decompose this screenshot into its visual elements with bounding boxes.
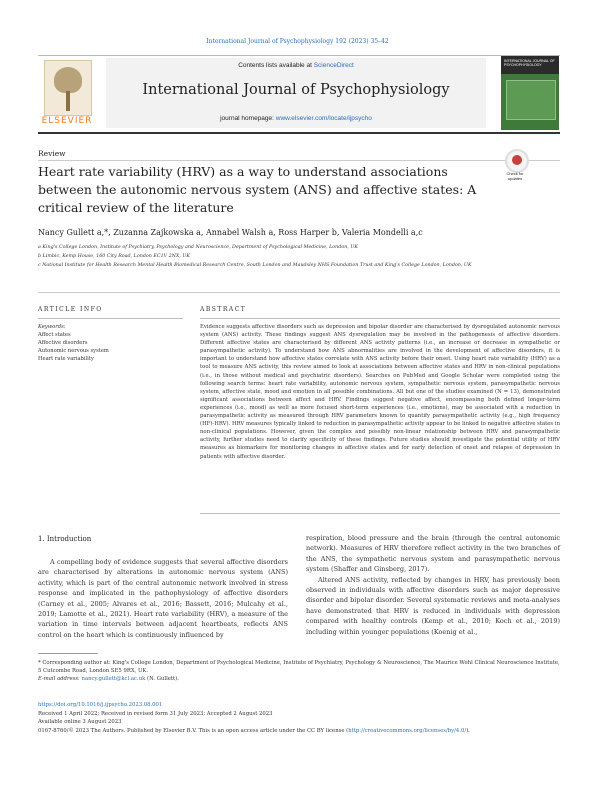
divider (200, 513, 560, 514)
article-info-header: ARTICLE INFO (38, 306, 103, 313)
update-icon (505, 149, 529, 173)
affiliation-b: b Limbic, Kemp House, 160 City Road, London EC1V 2NX, UK (38, 254, 190, 259)
corresponding-author: * Corresponding author at: King's College London, Department of Psychological Medicine, Institute of Psychiatry, Psychology & Neuroscience, The Maurice Wohl Clinical Neuroscience Institute, 5 Cutcombe Road, London SE5 9RX, UK. (38, 660, 560, 674)
divider (38, 318, 183, 319)
keywords-label: Keywords: (38, 324, 66, 330)
article-type: Review (38, 149, 66, 158)
received-dates: Received 1 April 2022; Received in revised form 31 July 2023; Accepted 2 August 2023 (38, 710, 273, 717)
homepage-prefix: journal homepage: (220, 115, 276, 122)
sciencedirect-link[interactable]: ScienceDirect (313, 62, 354, 69)
doi-link[interactable]: https://doi.org/10.1016/j.ijpsycho.2023.08.001 (38, 702, 163, 708)
license-suffix: ). (466, 727, 470, 734)
footnote (38, 659, 560, 683)
cover-image (506, 80, 556, 120)
author-list: Nancy Gullett a,*, Zuzanna Zajkowska a, Annabel Walsh a, Ross Harper b, Valeria Mondelli a,c (38, 228, 423, 237)
running-header[interactable]: International Journal of Psychophysiology 192 (2023) 35–42 (206, 38, 389, 45)
footnote-divider (38, 653, 98, 654)
divider (38, 292, 560, 293)
intro-right-column (306, 533, 560, 637)
intro-paragraph: respiration, blood pressure and the brain (through the central autonomic network). Measures of HRV therefore reflect activity in the two branches of the ANS, the sympathetic nervous system and parasympathetic nervous system (Shaffer and Ginsberg, 2017). (306, 534, 560, 574)
contents-line (106, 62, 486, 69)
license-link[interactable]: http://creativecommons.org/licenses/by/4.0/ (348, 727, 467, 734)
homepage-link[interactable]: www.elsevier.com/locate/ijpsycho (275, 115, 372, 122)
article-history (38, 701, 560, 735)
intro-left-column: A compelling body of evidence suggests that several affective disorders are characterised by alterations in autonomic nervous system (ANS) activity, which is part of the central autonomic network involved in stress response and implicated in the pathophysiology of affective disorders (Carney et al., 2005; Alvares et al., 2016; Bassett, 2016; Mulcahy et al., 2019; Lamotte et al., 2021). Heart rate variability (HRV), a measure of the variation in time intervals between adjacent heartbeats, reflects ANS control on the heart which is continuously influenced by (38, 558, 288, 639)
article-title: Heart rate variability (HRV) as a way to understand associations between the autonomic nervous system (ANS) and affective states: A critical review of the literature (38, 164, 477, 215)
section-heading: 1. Introduction (38, 535, 92, 543)
email-line (38, 675, 560, 683)
journal-title: International Journal of Psychophysiology (142, 82, 450, 98)
badge-label: Check for updates (506, 171, 524, 181)
keyword: Heart rate variability (38, 356, 94, 362)
keyword: Affective disorders (38, 340, 88, 346)
affiliation-a: a King's College London, Institute of Psychiatry, Psychology and Neuroscience, Department of Psychological Medicine, London, UK (38, 245, 358, 250)
email-link[interactable]: nancy.gullett@kcl.ac.uk (81, 676, 146, 682)
email-suffix: (N. Gullett). (145, 676, 179, 682)
email-label: E-mail address: (38, 676, 82, 682)
homepage-line (106, 115, 486, 122)
available-online: Available online 3 August 2023 (38, 719, 122, 725)
keyword: Affect states (38, 332, 71, 338)
elsevier-tree-icon (44, 60, 92, 116)
cover-text: INTERNATIONAL JOURNAL OF PSYCHOPHYSIOLOGY (504, 59, 555, 67)
divider (38, 160, 560, 161)
elsevier-logo[interactable] (38, 60, 96, 128)
affiliation-c: c National Institute for Health Research Mental Health Biomedical Research Centre, South London and Maudsley NHS Foundation Trust and King's College London, London, UK (38, 263, 472, 268)
journal-banner (106, 58, 486, 128)
contents-prefix: Contents lists available at (238, 62, 314, 69)
check-for-updates-badge[interactable] (500, 149, 530, 181)
masthead (38, 55, 560, 134)
abstract-header: ABSTRACT (200, 306, 247, 313)
divider (200, 318, 560, 319)
license-line (38, 727, 560, 736)
abstract-text: Evidence suggests affective disorders such as depression and bipolar disorder are characterised by dysregulated autonomic nervous system (ANS) activity. These findings suggest ANS dysregulation may be involved in the pathogenesis of affective disorders. Different affective states are characterised by different ANS activity patterns (i.e., an increase or decrease in sympathetic or parasympathetic activity). To understand how ANS abnormalities are involved in the development of affective disorders, it is important to understand how affective states correlate with ANS activity before their onset. Using heart rate variability (HRV) as a tool to measure ANS activity, this review aimed to look at associations between affective states and HRV in non-clinical populations (i.e., in those without medical and psychiatric disorders). Searches on PubMed and Google Scholar were completed using the following search terms: heart rate variability, autonomic nervous system, sympathetic nervous system, parasympathetic nervous system, affective state, mood and emotion in all possible combinations. All but one of the studies examined (N = 13), demonstrated significant associations between affect and HRV. Findings suggest negative affect, encompassing both defined longer-term experiences (i.e., mood) as well as more focused short-term experiences (i.e., emotions), may be associated with a reduction in parasympathetic activity as measured through HRV parameters known to quantify parasympathetic activity (e.g., high frequency (HF)-HRV). HRV measures typically linked to reduction in parasympathetic activity appear to be linked to negative affective states in non-clinical populations. However, given the complex and possibly non-linear relationship between HRV and parasympathetic activity, further studies need to clarify specificity of these findings. Future studies should investigate the potential utility of HRV measures as biomarkers for monitoring changes in affective states and for early detection of onset and relapse of depression in patients with affective disorder. (200, 324, 560, 460)
keywords-block (38, 323, 183, 363)
keyword: Autonomic nervous system (38, 348, 109, 354)
journal-cover[interactable] (501, 56, 559, 130)
intro-paragraph: Altered ANS activity, reflected by changes in HRV, has previously been observed in individuals with affective disorders such as major depressive disorder and bipolar disorder. Several systematic reviews and meta-analyses have demonstrated that HRV is reduced in individuals with depression compared with healthy controls (Kemp et al., 2010; Koch et al., 2019) including within younger populations (Koenig et al., (306, 575, 560, 636)
publisher-name: ELSEVIER (41, 116, 93, 126)
license-prefix: 0167-8760/© 2023 The Authors. Published by Elsevier B.V. This is an open access article under the CC BY license ( (38, 727, 349, 734)
